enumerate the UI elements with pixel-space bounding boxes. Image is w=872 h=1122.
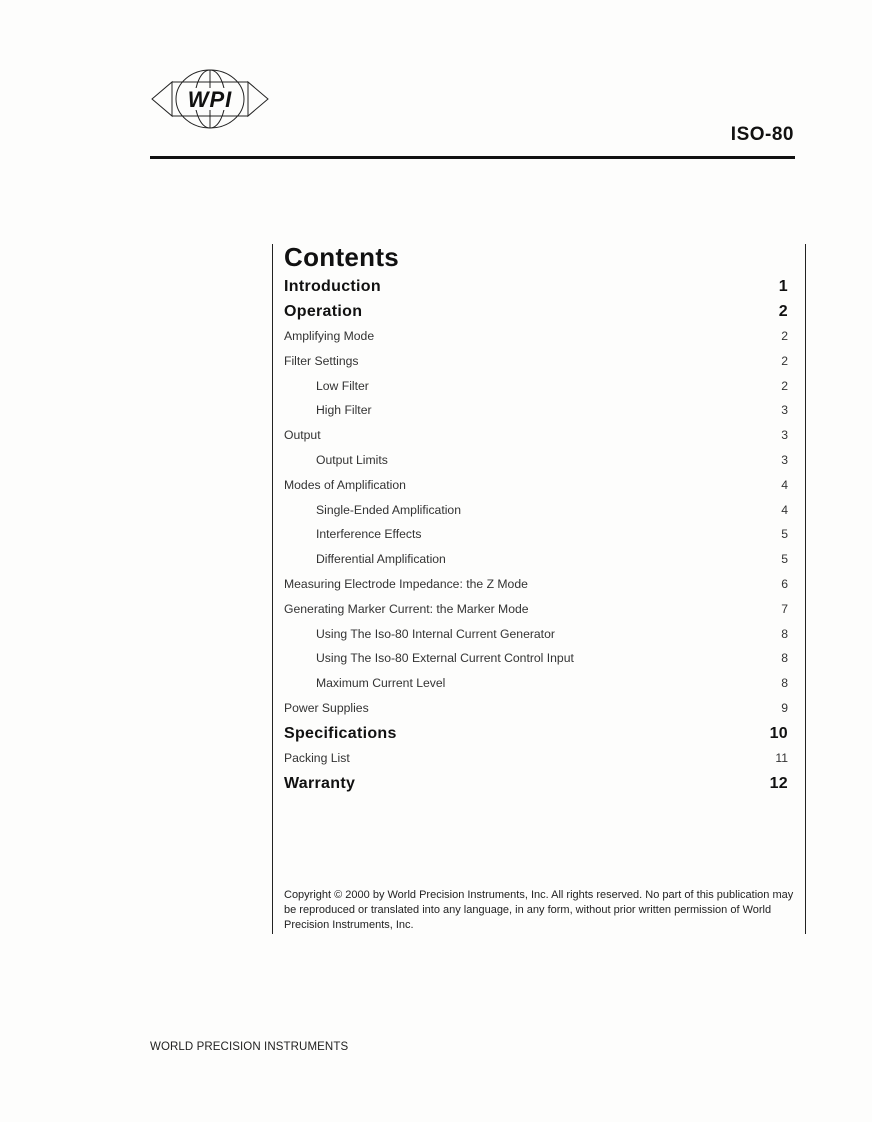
toc-label: Modes of Amplification	[284, 477, 406, 492]
toc-page: 9	[781, 700, 788, 715]
logo-text: WPI	[187, 87, 233, 112]
toc-entry-output-limits[interactable]	[284, 448, 788, 473]
toc-entry-operation[interactable]	[284, 299, 788, 324]
toc-page: 1	[778, 278, 788, 295]
toc-page: 4	[781, 502, 788, 517]
toc-label: Introduction	[284, 278, 381, 295]
toc-label: Single-Ended Amplification	[316, 502, 461, 517]
toc-entry-single-ended-amplification[interactable]	[284, 498, 788, 523]
toc-label: High Filter	[316, 403, 372, 418]
toc-entry-modes-of-amplification[interactable]	[284, 473, 788, 498]
toc-page: 2	[781, 329, 788, 343]
toc-label: Packing List	[284, 750, 350, 765]
toc-page: 2	[781, 378, 788, 393]
toc-page: 10	[769, 724, 788, 742]
toc-label: Maximum Current Level	[316, 676, 446, 691]
toc-label: Measuring Electrode Impedance: the Z Mode	[284, 576, 528, 591]
toc-page: 8	[781, 651, 788, 666]
toc-entry-packing-list[interactable]	[284, 746, 788, 771]
toc-page: 6	[781, 576, 788, 591]
toc-entry-introduction[interactable]	[284, 274, 788, 299]
toc-entry-output[interactable]	[284, 423, 788, 448]
toc-page: 2	[781, 353, 788, 368]
toc-page: 2	[778, 303, 788, 320]
toc-page: 12	[769, 774, 788, 792]
toc-label: Power Supplies	[284, 700, 369, 715]
copyright-notice: Copyright © 2000 by World Precision Instruments, Inc. All rights reserved. No part of this publication may be reproduced or translated into any language, in any form, without prior written permission of World Precision Instruments, Inc.	[284, 889, 794, 931]
toc-label: Warranty	[284, 774, 356, 792]
toc-entry-measuring-electrode-impedance[interactable]	[284, 572, 788, 597]
toc-label: Using The Iso-80 Internal Current Generator	[316, 626, 555, 641]
toc-page: 5	[781, 527, 788, 542]
toc-entry-power-supplies[interactable]	[284, 696, 788, 721]
toc-label: Amplifying Mode	[284, 329, 375, 343]
toc-page: 11	[775, 750, 788, 765]
toc-entry-specifications[interactable]	[284, 721, 788, 746]
toc-label: Generating Marker Current: the Marker Mode	[284, 601, 529, 616]
toc-entry-maximum-current-level[interactable]	[284, 671, 788, 696]
toc-label: Filter Settings	[284, 353, 359, 368]
toc-entry-internal-current-generator[interactable]	[284, 622, 788, 647]
toc-label: Output	[284, 428, 321, 443]
toc-entry-external-current-control-input[interactable]	[284, 646, 788, 671]
toc-page: 5	[781, 552, 788, 567]
toc-label: Operation	[284, 303, 363, 320]
toc-entry-differential-amplification[interactable]	[284, 547, 788, 572]
toc-label: Using The Iso-80 External Current Control Input	[316, 651, 574, 666]
toc-page: 8	[781, 676, 788, 691]
wpi-globe-logo-icon	[150, 68, 270, 130]
wpi-logo	[150, 68, 270, 130]
toc-entry-low-filter[interactable]	[284, 374, 788, 399]
footer-company-name: WORLD PRECISION INSTRUMENTS	[150, 1041, 349, 1053]
toc-page: 4	[781, 477, 788, 492]
toc-label: Interference Effects	[316, 527, 422, 542]
toc-entry-high-filter[interactable]	[284, 398, 788, 423]
document-title: ISO-80	[730, 124, 794, 145]
header-rule	[150, 156, 795, 159]
toc-page: 3	[781, 428, 788, 443]
toc-label: Differential Amplification	[316, 552, 446, 567]
toc-page: 3	[781, 452, 788, 467]
toc-page: 3	[781, 403, 788, 418]
toc-entry-filter-settings[interactable]	[284, 349, 788, 374]
contents-title: Contents	[284, 242, 400, 272]
toc-entry-amplifying-mode[interactable]	[284, 324, 788, 349]
toc-page: 7	[781, 601, 788, 616]
table-of-contents	[284, 240, 788, 796]
toc-entry-interference-effects[interactable]	[284, 522, 788, 547]
toc-entry-generating-marker-current[interactable]	[284, 597, 788, 622]
toc-label: Low Filter	[316, 378, 369, 393]
toc-label: Specifications	[284, 724, 397, 742]
frame-left-line	[272, 244, 273, 934]
toc-page: 8	[781, 626, 788, 641]
frame-right-line	[805, 244, 806, 934]
toc-entry-warranty[interactable]	[284, 771, 788, 796]
toc-label: Output Limits	[316, 452, 388, 467]
